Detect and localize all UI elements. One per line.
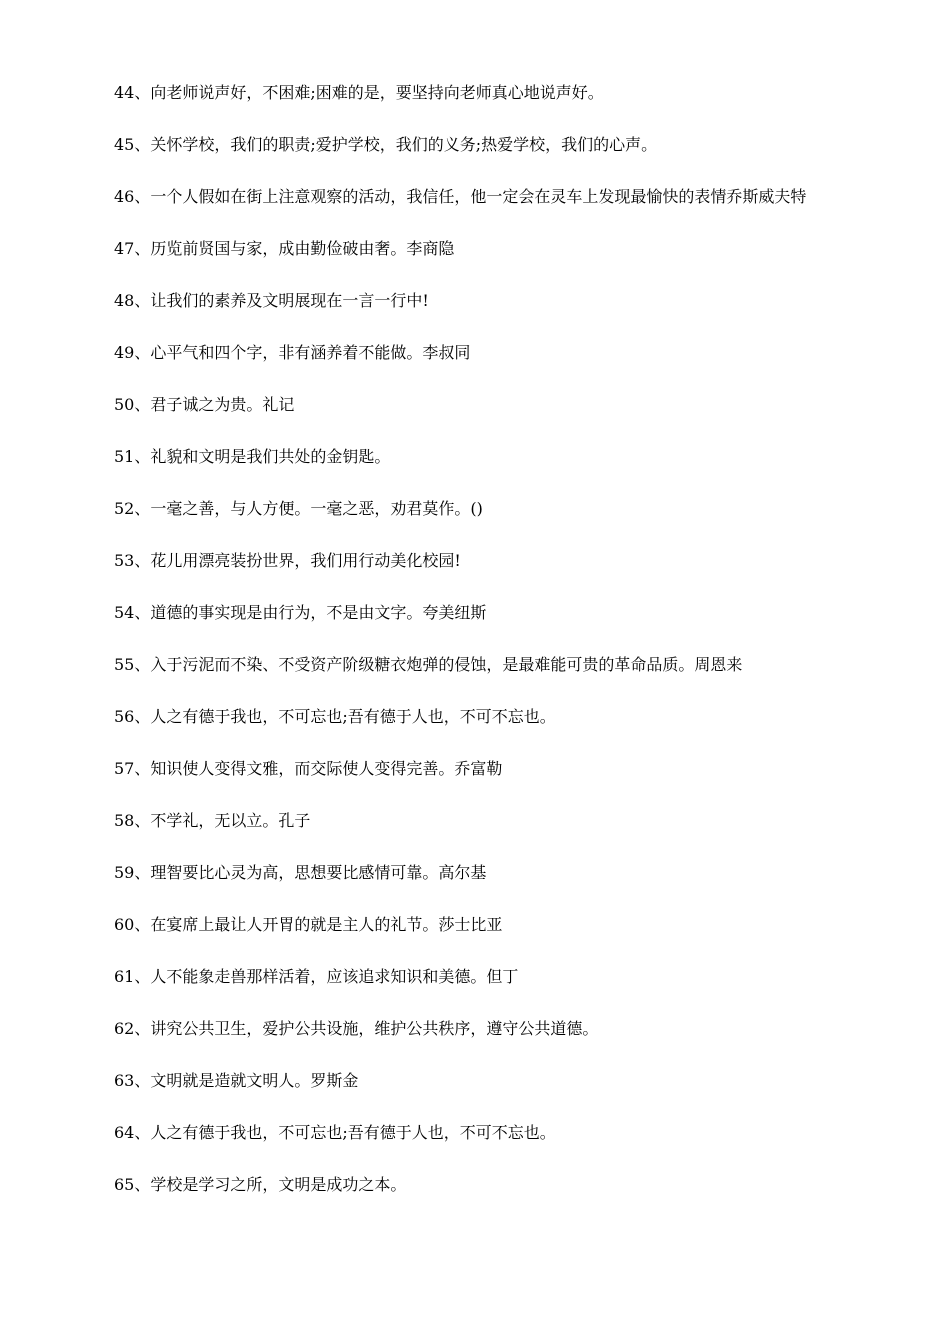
list-item: 47、历览前贤国与家，成由勤俭破由奢。李商隐 — [114, 239, 455, 258]
list-item: 57、知识使人变得文雅，而交际使人变得完善。乔富勒 — [114, 759, 503, 778]
list-item: 55、入于污泥而不染、不受资产阶级糖衣炮弹的侵蚀，是最难能可贵的革命品质。周恩来 — [114, 655, 743, 674]
list-item: 49、心平气和四个字，非有涵养着不能做。李叔同 — [114, 343, 471, 362]
list-item: 51、礼貌和文明是我们共处的金钥匙。 — [114, 447, 391, 466]
list-item: 46、一个人假如在街上注意观察的活动，我信任，他一定会在灵车上发现最愉快的表情乔斯威夫特 — [114, 187, 807, 206]
list-item: 64、人之有德于我也，不可忘也;吾有德于人也，不可不忘也。 — [114, 1123, 556, 1142]
list-item: 44、向老师说声好，不困难;困难的是，要坚持向老师真心地说声好。 — [114, 83, 604, 102]
list-item: 54、道德的事实现是由行为，不是由文字。夸美纽斯 — [114, 603, 487, 622]
list-item: 65、学校是学习之所，文明是成功之本。 — [114, 1175, 407, 1194]
list-item: 58、不学礼，无以立。孔子 — [114, 811, 311, 830]
list-item: 63、文明就是造就文明人。罗斯金 — [114, 1071, 359, 1090]
list-item: 52、一毫之善，与人方便。一毫之恶，劝君莫作。() — [114, 499, 483, 518]
list-item: 59、理智要比心灵为高，思想要比感情可靠。高尔基 — [114, 863, 487, 882]
list-item: 61、人不能象走兽那样活着，应该追求知识和美德。但丁 — [114, 967, 519, 986]
quote-list — [82, 80, 862, 1224]
list-item: 62、讲究公共卫生，爱护公共设施，维护公共秩序，遵守公共道德。 — [114, 1019, 599, 1038]
list-item: 50、君子诚之为贵。礼记 — [114, 395, 295, 414]
list-item: 48、让我们的素养及文明展现在一言一行中! — [114, 291, 429, 310]
list-item: 60、在宴席上最让人开胃的就是主人的礼节。莎士比亚 — [114, 915, 503, 934]
list-item: 56、人之有德于我也，不可忘也;吾有德于人也，不可不忘也。 — [114, 707, 556, 726]
list-item: 45、关怀学校，我们的职责;爱护学校，我们的义务;热爱学校，我们的心声。 — [114, 135, 658, 154]
list-item: 53、花儿用漂亮装扮世界，我们用行动美化校园! — [114, 551, 461, 570]
